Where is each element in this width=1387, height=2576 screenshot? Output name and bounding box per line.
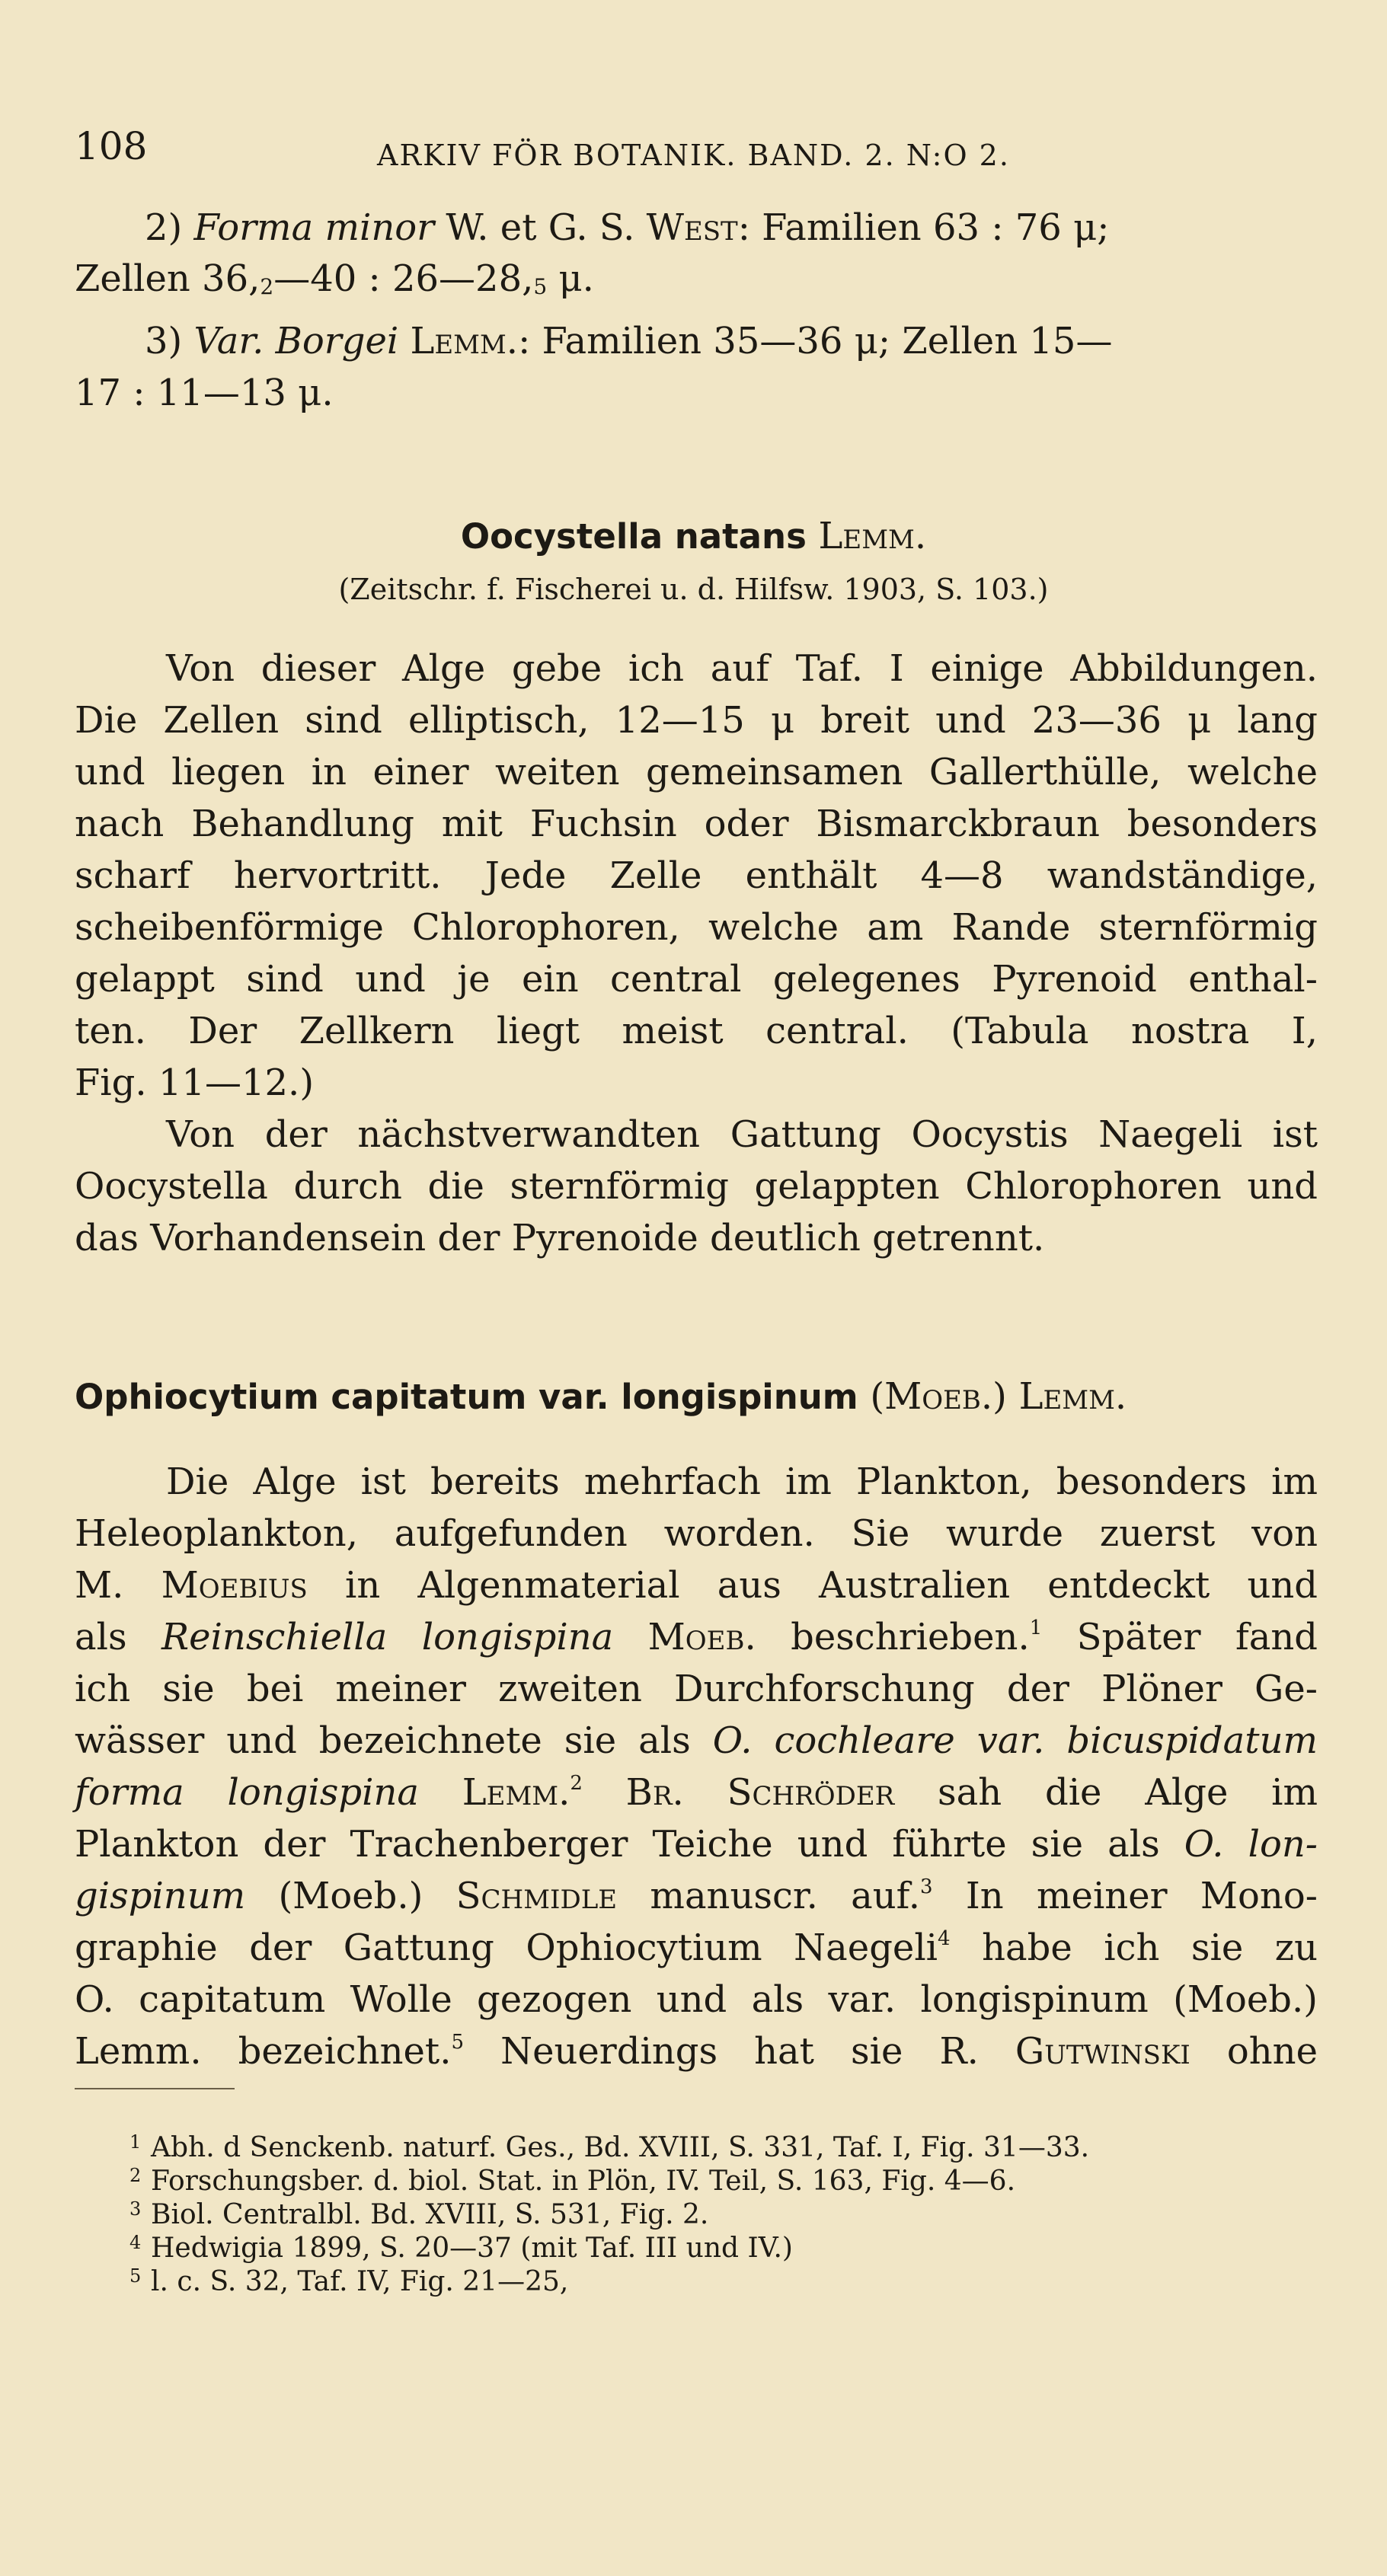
footnote-rule <box>75 2088 235 2089</box>
footnote-mark: 1 <box>129 2131 142 2153</box>
section-citation: (Zeitschr. f. Fischerei u. d. Hilfsw. 1903, S. 103.) <box>338 573 1049 606</box>
body-line: O. capitatum Wolle gezogen und als var. longispinum (Moeb.) <box>75 1978 1318 2021</box>
body-line: ich sie bei meiner zweiten Durchforschung der Plöner Ge- <box>75 1668 1318 1710</box>
footnote-ref[interactable]: 3 <box>919 1875 933 1898</box>
body-line: und liegen in einer weiten gemeinsamen Gallerthülle, welche <box>75 751 1318 793</box>
body-line: forma longispina Lemm.$^2$ Br. Schröder sah die Alge im <box>75 1771 1318 1814</box>
body-line: Die Zellen sind elliptisch, 12—15 μ breit und 23—36 μ lang <box>75 699 1318 742</box>
body-line: Von dieser Alge gebe ich auf Taf. I einige Abbildungen. <box>166 647 1318 690</box>
footnote: 3 Biol. Centralbl. Bd. XVIII, S. 531, Fig. 2. <box>151 2199 1331 2231</box>
body-line: Oocystella durch die sternförmig gelappten Chlorophoren und <box>75 1165 1318 1208</box>
variety-borgei-cont: 17 : 11—13 μ. <box>75 372 334 414</box>
section-heading-oocystella: Oocystella natans Lemm. <box>460 515 927 557</box>
body-line: ten. Der Zellkern liegt meist central. (Tabula nostra I, <box>75 1010 1318 1052</box>
running-title: ARKIV FÖR BOTANIK. BAND. 2. N:O 2. <box>377 139 1010 172</box>
footnote-mark: 2 <box>129 2165 142 2186</box>
body-line: gispinum (Moeb.) Schmidle manuscr. auf.$^3$ In meiner Mono- <box>75 1875 1318 1917</box>
footnote: 4 Hedwigia 1899, S. 20—37 (mit Taf. III und IV.) <box>151 2233 1331 2265</box>
body-line: Plankton der Trachenberger Teiche und führte sie als O. lon- <box>75 1823 1318 1866</box>
footnote-ref[interactable]: 4 <box>938 1927 951 1950</box>
body-line: Die Alge ist bereits mehrfach im Plankton, besonders im <box>166 1460 1318 1503</box>
section-heading-ophiocytium: Ophiocytium capitatum var. longispinum (Moeb.) Lemm. <box>75 1375 1127 1418</box>
footnote-ref[interactable]: 2 <box>570 1772 583 1795</box>
body-line: nach Behandlung mit Fuchsin oder Bismarckbraun besonders <box>75 803 1318 845</box>
body-line: scharf hervortritt. Jede Zelle enthält 4—8 wandständige, <box>75 854 1318 897</box>
variety-forma-minor-cont: Zellen 36,2—40 : 26—28,5 μ. <box>75 257 594 300</box>
body-line: Heleoplankton, aufgefunden worden. Sie wurde zuerst von <box>75 1512 1318 1555</box>
body-line: als Reinschiella longispina Moeb. beschrieben.$^1$ Später fand <box>75 1616 1318 1658</box>
body-line: graphie der Gattung Ophiocytium Naegeli$^4$ habe ich sie zu <box>75 1926 1318 1969</box>
body-line: Lemm. bezeichnet.$^5$ Neuerdings hat sie R. Gutwinski ohne <box>75 2030 1318 2073</box>
footnote-mark: 5 <box>129 2265 142 2287</box>
variety-borgei: 3) Var. Borgei Lemm.: Familien 35—36 μ; Zellen 15— <box>145 320 1113 362</box>
variety-forma-minor: 2) Forma minor W. et G. S. West: Familien 63 : 76 μ; <box>145 206 1110 249</box>
footnote-ref[interactable]: 1 <box>1029 1617 1043 1639</box>
body-line: M. Moebius in Algenmaterial aus Australien entdeckt und <box>75 1564 1318 1607</box>
body-line: das Vorhandensein der Pyrenoide deutlich getrennt. <box>75 1217 1045 1259</box>
body-line: wässer und bezeichnete sie als O. cochleare var. bicuspidatum <box>75 1719 1318 1762</box>
body-line: Von der nächstverwandten Gattung Oocystis Naegeli ist <box>166 1113 1318 1156</box>
footnote-mark: 4 <box>129 2232 142 2253</box>
footnote: 1 Abh. d Senckenb. naturf. Ges., Bd. XVIII, S. 331, Taf. I, Fig. 31—33. <box>151 2132 1331 2164</box>
body-line: gelappt sind und je ein central gelegenes Pyrenoid enthal- <box>75 958 1318 1001</box>
page-number: 108 <box>75 124 148 168</box>
footnote-mark: 3 <box>129 2198 142 2220</box>
footnote: 5 l. c. S. 32, Taf. IV, Fig. 21—25, <box>151 2266 1331 2298</box>
footnote-ref[interactable]: 5 <box>451 2031 465 2054</box>
body-line: scheibenförmige Chlorophoren, welche am Rande sternförmig <box>75 906 1318 949</box>
body-line: Fig. 11—12.) <box>75 1061 315 1104</box>
footnote: 2 Forschungsber. d. biol. Stat. in Plön, IV. Teil, S. 163, Fig. 4—6. <box>151 2166 1331 2198</box>
